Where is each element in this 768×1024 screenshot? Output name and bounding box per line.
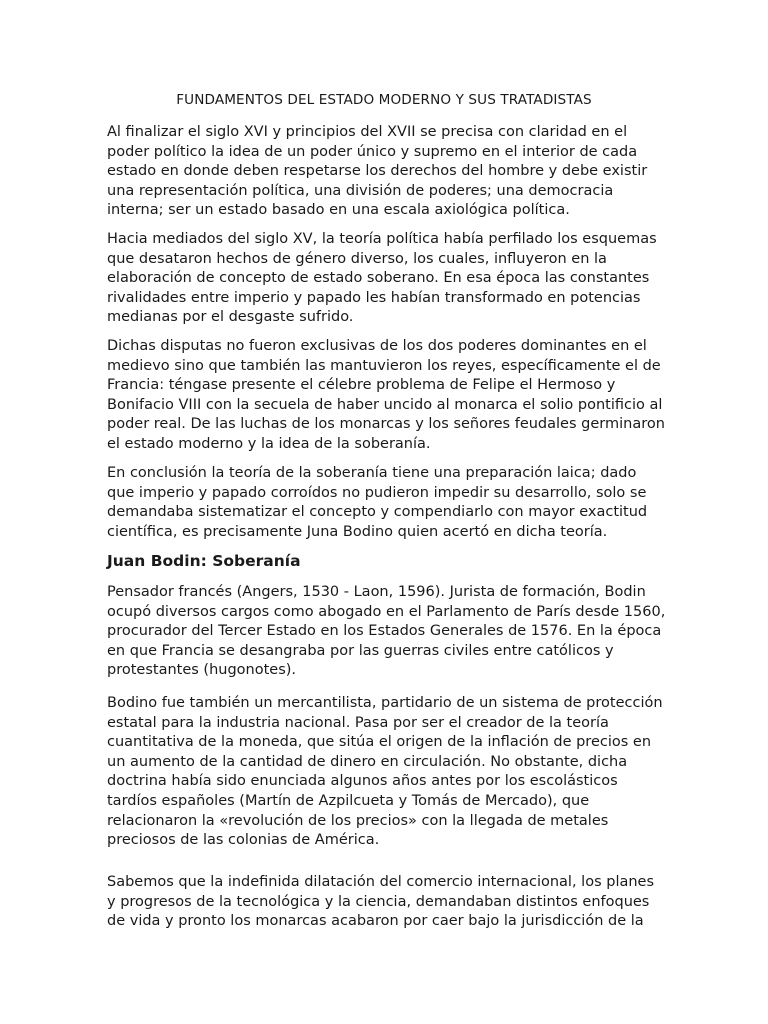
section-paragraph-1: Pensador francés (Angers, 1530 - Laon, 1596). Jurista de formación, Bodin ocupó diversos cargos como abogado en el Parlamento de París desde 1560, procurador del Tercer Estado en los Estados Generales de 1576. En la época en que Francia se desangraba por las guerras civiles entre católicos y protestantes (hugonotes).	[107, 584, 666, 679]
paragraph-1: Al finalizar el siglo XVI y principios del XVII se precisa con claridad en el poder político la idea de un poder único y supremo en el interior de cada estado en donde deben respetarse los derechos del hombre y debe existir una representación política, una división de poderes; una democracia interna; ser un estado basado en una escala axiológica política.	[107, 124, 648, 219]
section-paragraph-3: Sabemos que la indefinida dilatación del comercio internacional, los planes y progresos de la tecnológica y la ciencia, demandaban distintos enfoques de vida y pronto los monarcas acabaron por caer bajo la jurisdicción de la	[107, 874, 655, 930]
section-heading: Juan Bodin: Soberanía	[107, 552, 301, 570]
document-title: FUNDAMENTOS DEL ESTADO MODERNO Y SUS TRATADISTAS	[176, 92, 592, 108]
section-paragraph-2: Bodino fue también un mercantilista, partidario de un sistema de protección estatal para la industria nacional. Pasa por ser el creador de la teoría cuantitativa de la moneda, que sitúa el origen de la inflación de precios en un aumento de la cantidad de dinero en circulación. No obstante, dicha doctrina había sido enunciada algunos años antes por los escolásticos tardíos españoles (Martín de Azpilcueta y Tomás de Mercado), que relacionaron la «revolución de los precios» con la llegada de metales preciosos de las colonias de América.	[107, 695, 663, 849]
paragraph-2: Hacia mediados del siglo XV, la teoría política había perfilado los esquemas que desataron hechos de género diverso, los cuales, influyeron en la elaboración de concepto de estado soberano. En esa época las constantes rivalidades entre imperio y papado les habían transformado en potencias medianas por el desgaste sufrido.	[107, 231, 657, 326]
paragraph-3: Dichas disputas no fueron exclusivas de los dos poderes dominantes en el medievo sino que también las mantuvieron los reyes, específicamente el de Francia: téngase presente el célebre problema de Felipe el Hermoso y Bonifacio VIII con la secuela de haber uncido al monarca el solio pontificio al poder real. De las luchas de los monarcas y los señores feudales germinaron el estado moderno y la idea de la soberanía.	[107, 338, 665, 452]
paragraph-4: En conclusión la teoría de la soberanía tiene una preparación laica; dado que imperio y papado corroídos no pudieron impedir su desarrollo, solo se demandaba sistematizar el concepto y compendiarlo con mayor exactitud científica, es precisamente Juna Bodino quien acertó en dicha teoría.	[107, 465, 648, 540]
